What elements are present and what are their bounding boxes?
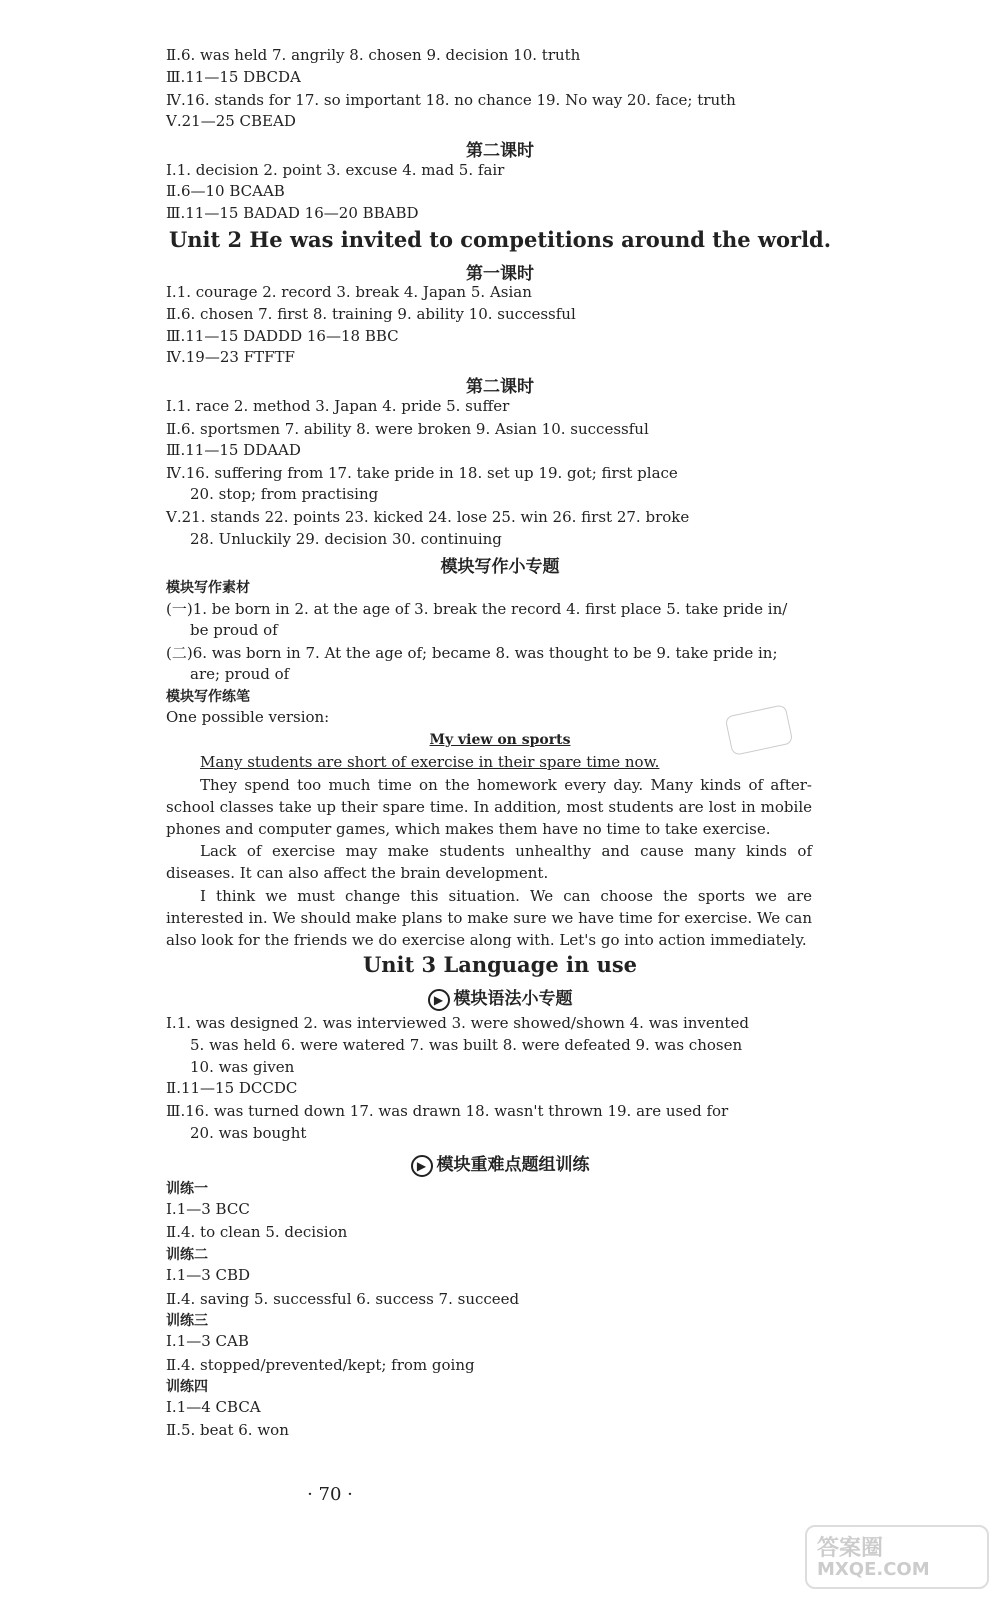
answer-line: Ⅲ.11—15 BADAD 16—20 BBABD: [166, 204, 419, 222]
subsection-title: 模块写作素材: [166, 580, 250, 596]
answer-line: be proud of: [190, 621, 278, 639]
stamp-icon: [725, 704, 794, 756]
answer-line: Ⅰ.1. race 2. method 3. Japan 4. pride 5. suffer: [166, 397, 510, 415]
answer-line: Ⅴ.21. stands 22. points 23. kicked 24. lose 25. win 26. first 27. broke: [166, 508, 690, 526]
answer-line: Ⅱ.4. to clean 5. decision: [166, 1223, 348, 1241]
answer-line: Ⅱ.11—15 DCCDC: [166, 1079, 298, 1097]
essay-paragraph: I think we must change this situation. We can choose the sports we are interested in. We should make plans to make sure we have time for exercise. We can also look for the friends we do exercise along with. Let's go into action immediately.: [166, 887, 812, 949]
answer-line: are; proud of: [190, 665, 290, 683]
drill-title: 训练四: [166, 1379, 208, 1395]
answer-line: Ⅰ.1—3 CAB: [166, 1332, 249, 1350]
section-heading: 模块写作小专题: [440, 557, 560, 577]
answer-line: (二)6. was born in 7. At the age of; became 8. was thought to be 9. take pride in;: [166, 644, 778, 662]
answer-line: Ⅳ.16. suffering from 17. take pride in 18. set up 19. got; first place: [166, 464, 678, 482]
section-heading: [0, 1150, 1000, 1177]
answer-line: 5. was held 6. were watered 7. was built 8. were defeated 9. was chosen: [190, 1036, 743, 1054]
answer-line: Ⅱ.4. saving 5. successful 6. success 7. succeed: [166, 1290, 520, 1308]
section-heading: [0, 984, 1000, 1011]
lesson-heading: 第二课时: [466, 377, 534, 397]
unit-title: Unit 2 He was invited to competitions around the world.: [168, 227, 832, 252]
essay-paragraph: [166, 751, 812, 773]
essay-topic-sentence: Many students are short of exercise in their spare time now.: [200, 753, 660, 771]
answer-line: Ⅱ.6. was held 7. angrily 8. chosen 9. decision 10. truth: [166, 46, 581, 64]
watermark-logo: [805, 1525, 989, 1589]
answer-line: Ⅰ.1—3 BCC: [166, 1200, 250, 1218]
answer-line: Ⅰ.1. decision 2. point 3. excuse 4. mad 5. fair: [166, 161, 505, 179]
answer-line: Ⅰ.1—3 CBD: [166, 1266, 251, 1284]
answer-line: Ⅱ.4. stopped/prevented/kept; from going: [166, 1356, 475, 1374]
subsection-title: 模块写作练笔: [166, 689, 250, 705]
answer-line: Ⅰ.1—4 CBCA: [166, 1398, 261, 1416]
page-number: · 70 ·: [307, 1484, 353, 1505]
essay-paragraph: They spend too much time on the homework every day. Many kinds of after-school classes take up their spare time. In addition, most students are lost in mobile phones and computer games, which makes them have no time to take exercise.: [166, 776, 812, 838]
answer-line: One possible version:: [166, 708, 330, 726]
answer-line: Ⅲ.11—15 DBCDA: [166, 68, 301, 86]
section-title: 模块重难点题组训练: [436, 1155, 590, 1175]
answer-line: Ⅱ.6. chosen 7. first 8. training 9. ability 10. successful: [166, 305, 576, 323]
essay-paragraph: Lack of exercise may make students unhealthy and cause many kinds of diseases. It can also affect the brain development.: [166, 842, 812, 882]
watermark-text: 答案圈: [817, 1536, 884, 1561]
answer-line: Ⅲ.11—15 DDAAD: [166, 441, 301, 459]
answer-line: 20. stop; from practising: [190, 485, 379, 503]
lesson-heading: 第一课时: [466, 264, 534, 284]
answer-line: Ⅲ.11—15 DADDD 16—18 BBC: [166, 327, 399, 345]
watermark-text: MXQE.COM: [817, 1559, 930, 1580]
answer-line: Ⅱ.6—10 BCAAB: [166, 182, 285, 200]
drill-title: 训练三: [166, 1313, 208, 1329]
essay-title: My view on sports: [429, 732, 571, 748]
answer-line: 28. Unluckily 29. decision 30. continuing: [190, 530, 502, 548]
answer-line: Ⅱ.5. beat 6. won: [166, 1421, 289, 1439]
drill-title: 训练一: [166, 1181, 208, 1197]
answer-line: Ⅲ.16. was turned down 17. was drawn 18. wasn't thrown 19. are used for: [166, 1102, 729, 1120]
lesson-heading: 第二课时: [466, 141, 534, 161]
answer-line: Ⅰ.1. was designed 2. was interviewed 3. were showed/shown 4. was invented: [166, 1014, 749, 1032]
answer-line: Ⅴ.21—25 CBEAD: [166, 112, 296, 130]
unit-title: Unit 3 Language in use: [362, 952, 638, 977]
answer-line: Ⅳ.19—23 FTFTF: [166, 348, 295, 366]
drill-title: 训练二: [166, 1247, 208, 1263]
answer-line: Ⅱ.6. sportsmen 7. ability 8. were broken 9. Asian 10. successful: [166, 420, 649, 438]
arrow-right-icon: ▶: [428, 989, 450, 1011]
arrow-right-icon: ▶: [411, 1155, 433, 1177]
answer-line: Ⅳ.16. stands for 17. so important 18. no chance 19. No way 20. face; truth: [166, 91, 736, 109]
answer-line: 20. was bought: [190, 1124, 307, 1142]
answer-line: Ⅰ.1. courage 2. record 3. break 4. Japan 5. Asian: [166, 283, 532, 301]
answer-line: 10. was given: [190, 1058, 295, 1076]
section-title: 模块语法小专题: [453, 989, 573, 1009]
answer-line: (一)1. be born in 2. at the age of 3. break the record 4. first place 5. take pride in/: [166, 600, 788, 618]
